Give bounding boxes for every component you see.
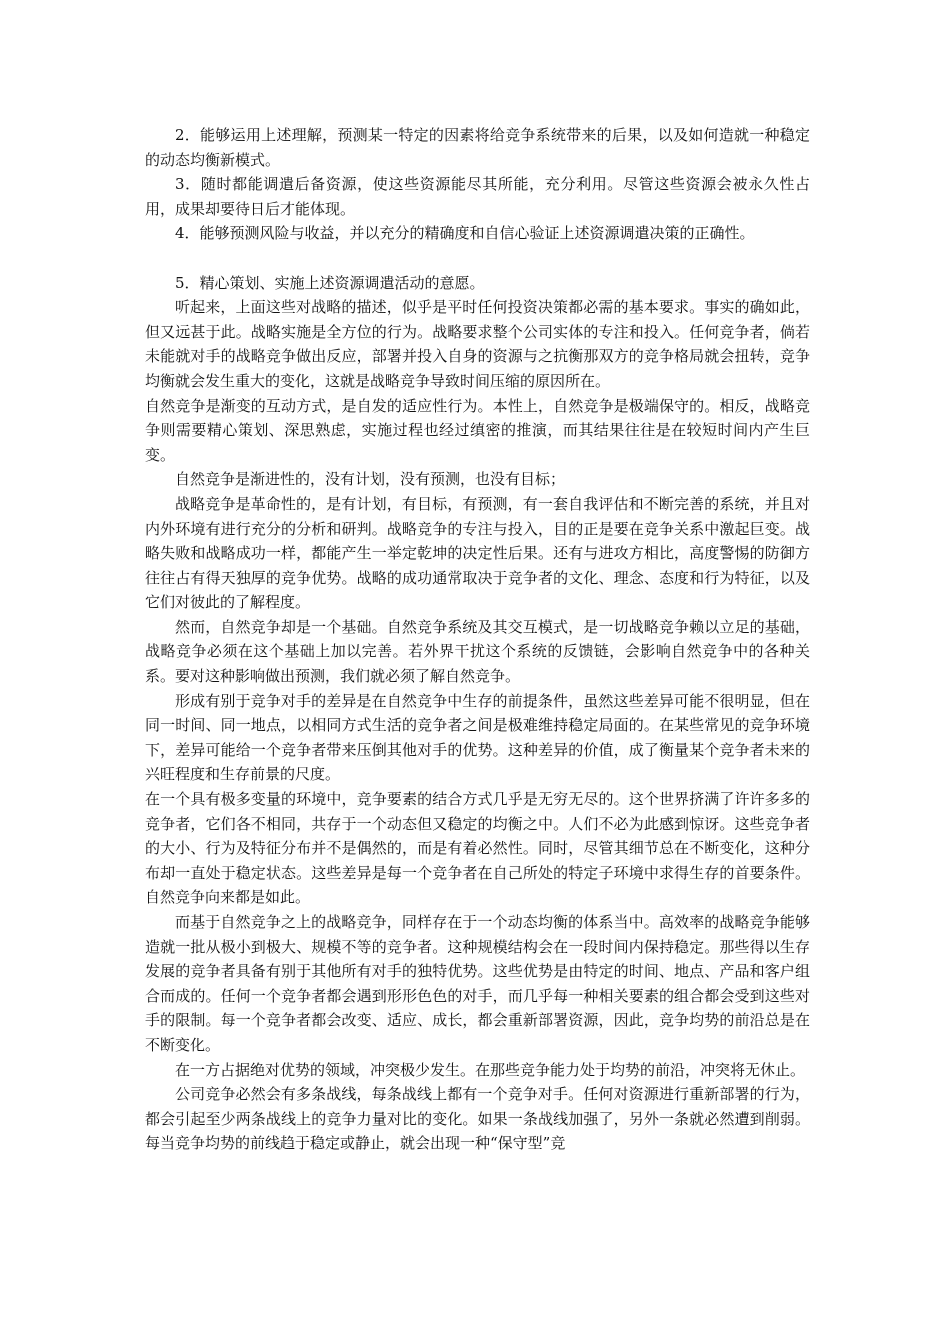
paragraph-item-5: 5．精心策划、实施上述资源调遣活动的意愿。 xyxy=(175,273,485,292)
paragraph-natural-competition-progressive: 自然竞争是渐进性的，没有计划，没有预测，也没有目标； xyxy=(175,470,566,489)
paragraph-multiple-fronts: 公司竞争必然会有多条战线，每条战线上都有一个竞争对手。任何对资源进行重新部署的行为，都会引起至少两条战线上的竞争力量对比的变化。如果一条战线加强了，另外一条就必然遭到削弱。每当竞争均势的前线趋于稳定或静止，就会出现一种“保守型”竞 xyxy=(145,1085,810,1153)
paragraph-strategic-competition-revolutionary: 战略竞争是革命性的，是有计划，有目标，有预测，有一套自我评估和不断完善的系统，并且对内外环境有进行充分的分析和研判。战略竞争的专注与投入，目的正是要在竞争关系中激起巨变。战略失败和战略成功一样，都能产生一举定乾坤的决定性后果。还有与进攻方相比，高度警惕的防御方往往占有得天独厚的竞争优势。战略的成功通常取决于竞争者的文化、理念、态度和行为特征，以及它们对彼此的了解程度。 xyxy=(145,494,810,612)
paragraph-gap xyxy=(145,246,810,271)
paragraph-differentiation: 形成有别于竞争对手的差异是在自然竞争中生存的前提条件，虽然这些差异可能不很明显，但在同一时间、同一地点，以相同方式生活的竞争者之间是极难维持稳定局面的。在某些常见的竞争环境下，差异可能给一个竞争者带来压倒其他对手的优势。这种差异的价值，成了衡量某个竞争者未来的兴旺程度和生存前景的尺度。 xyxy=(145,691,810,784)
document-page xyxy=(145,123,810,1156)
paragraph-item-4: 4．能够预测风险与收益，并以充分的精确度和自信心验证上述资源调遣决策的正确性。 xyxy=(175,224,755,243)
paragraph-item-2: 2．能够运用上述理解，预测某一特定的因素将给竞争系统带来的后果，以及如何造就一种稳定的动态均衡新模式。 xyxy=(145,126,810,169)
paragraph-natural-competition-foundation: 然而，自然竞争却是一个基础。自然竞争系统及其交互模式，是一切战略竞争赖以立足的基础，战略竞争必须在这个基础上加以完善。若外界干扰这个系统的反馈链，会影响自然竞争中的各种关系。要对这种影响做出预测，我们就必须了解自然竞争。 xyxy=(145,617,810,686)
paragraph-conflict-frontier: 在一方占据绝对优势的领域，冲突极少发生。在那些竞争能力处于均势的前沿，冲突将无休止。 xyxy=(175,1060,806,1079)
paragraph-strategy-description: 听起来，上面这些对战略的描述，似乎是平时任何投资决策都必需的基本要求。事实的确如此，但又远甚于此。战略实施是全方位的行为。战略要求整个公司实体的专注和投入。任何竞争者，倘若未能就对手的战略竞争做出反应，部署并投入自身的资源与之抗衡那双方的竞争格局就会扭转，竞争均衡就会发生重大的变化，这就是战略竞争导致时间压缩的原因所在。 xyxy=(145,298,810,390)
paragraph-many-variables: 在一个具有极多变量的环境中，竞争要素的结合方式几乎是无穷无尽的。这个世界挤满了许许多多的竞争者，它们各不相同，共存于一个动态但又稳定的均衡之中。人们不必为此感到惊讶。这些竞争者的大小、行为及特征分布并不是偶然的，而是有着必然性。同时，尽管其细节总在不断变化，这种分布却一直处于稳定状态。这些差异是每一个竞争者在自己所处的特定子环境中求得生存的首要条件。自然竞争向来都是如此。 xyxy=(145,790,810,907)
paragraph-strategic-equilibrium: 而基于自然竞争之上的战略竞争，同样存在于一个动态均衡的体系当中。高效率的战略竞争能够造就一批从极小到极大、规模不等的竞争者。这种规模结构会在一段时间内保持稳定。那些得以生存发展的竞争者具备有别于其他所有对手的独特优势。这些优势是由特定的时间、地点、产品和客户组合而成的。任何一个竞争者都会遇到形形色色的对手，而几乎每一种相关要素的组合都会受到这些对手的限制。每一个竞争者都会改变、适应、成长，都会重新部署资源，因此，竞争均势的前沿总是在不断变化。 xyxy=(145,913,810,1054)
paragraph-natural-competition-gradual: 自然竞争是渐变的互动方式，是自发的适应性行为。本性上，自然竞争是极端保守的。相反，战略竞争则需要精心策划、深思熟虑，实施过程也经过缜密的推演，而其结果往往是在较短时间内产生巨变。 xyxy=(145,396,810,464)
paragraph-item-3: 3．随时都能调遣后备资源，使这些资源能尽其所能，充分利用。尽管这些资源会被永久性占用，成果却要待日后才能体现。 xyxy=(145,175,810,218)
